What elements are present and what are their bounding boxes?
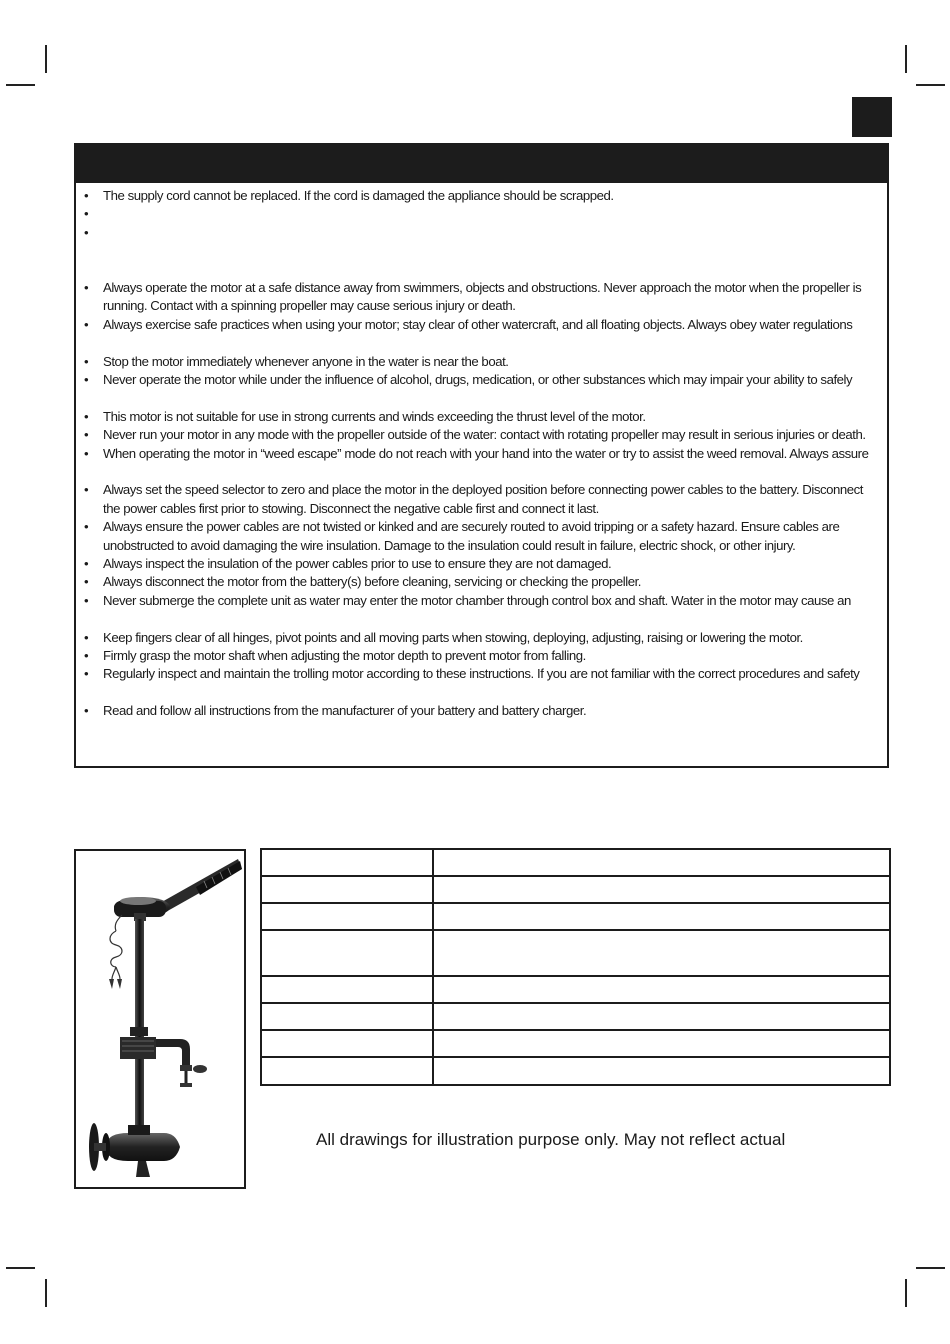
crop-mark-bottom-left-horizontal [6,1267,35,1269]
safety-item [76,187,887,205]
bullet-icon: • [84,353,89,369]
mount-bracket-icon [120,1037,207,1087]
safety-item-text: Always set the speed selector to zero and place the motor in the deployed position before connecting power cables to the battery. Disconnect the power cables first prior to stowing. Disconnect the negative cable first and connect it last. [103,482,863,516]
spec-label-cell [261,876,433,903]
spec-value-cell [433,849,890,876]
spec-label-cell [261,1003,433,1030]
battery-cable-icon [110,915,122,979]
safety-item [76,573,887,591]
bullet-icon: • [84,482,89,498]
safety-item-text: Firmly grasp the motor shaft when adjusting the motor depth to prevent motor from falling. [103,648,586,664]
specification-table [260,848,891,1086]
bullet-icon: • [84,666,89,682]
bullet-icon: • [84,445,89,461]
bullet-icon: • [84,703,89,719]
spec-value-cell [433,876,890,903]
spec-label-cell [261,930,433,976]
spec-label-cell [261,849,433,876]
safety-header-bar [76,145,887,183]
table-row [261,903,890,930]
table-row [261,1057,890,1085]
bullet-icon: • [84,648,89,664]
language-tab-marker [852,97,892,137]
safety-item [76,408,887,426]
motor-lower-unit-icon [102,1125,180,1177]
illustration-disclaimer: All drawings for illustration purpose only. May not reflect actual [316,1130,786,1149]
safety-item [76,647,887,665]
safety-item [76,205,887,223]
bullet-icon: • [84,279,89,295]
safety-item [76,353,887,371]
safety-item [76,279,887,316]
bullet-icon: • [84,372,89,387]
bullet-icon: • [84,592,89,608]
safety-item-text: Always disconnect the motor from the battery(s) before cleaning, servicing or checking the propeller. [103,574,642,590]
table-row [261,876,890,903]
safety-item [76,316,887,334]
crop-mark-top-right-horizontal [916,84,945,86]
bullet-icon: • [84,427,89,443]
crop-mark-top-right-vertical [905,45,907,73]
safety-item [76,629,887,647]
propeller-icon [89,1123,106,1171]
bullet-icon: • [84,629,89,645]
safety-item [76,592,887,610]
control-head-icon [114,897,170,921]
bullet-icon: • [84,206,89,222]
safety-item-text: Always inspect the insulation of the power cables prior to use to ensure they are not damaged. [103,556,612,572]
safety-item-text: Stop the motor immediately whenever anyone in the water is near the boat. [103,353,509,369]
safety-item [76,426,887,444]
trolling-motor-drawing [76,851,244,1187]
safety-item-text: Always operate the motor at a safe distance away from swimmers, objects and obstructions. Never approach the motor when the propeller is running. Contact with a spinning propeller may cause serious injury or death. [103,279,862,314]
table-row [261,930,890,976]
bullet-icon: • [84,408,89,424]
safety-item [76,224,887,242]
bullet-icon: • [84,574,89,590]
safety-item [76,702,887,720]
safety-item-text: The supply cord cannot be replaced. If the cord is damaged the appliance should be scrapped. [103,188,614,203]
bullet-icon: • [84,556,89,572]
battery-clip-icon [109,979,122,989]
safety-item-text: Never run your motor in any mode with the propeller outside of the water: contact with rotating propeller may result in serious injuries or death. [103,427,866,443]
spec-value-cell [433,1030,890,1057]
safety-item [76,481,887,518]
spec-label-cell [261,903,433,930]
safety-item-text: This motor is not suitable for use in strong currents and winds exceeding the thrust level of the motor. [103,408,646,424]
bullet-icon: • [84,188,89,203]
safety-item-text: Always exercise safe practices when using your motor; stay clear of other watercraft, and all floating objects. Always obey water regulations [103,316,853,332]
tiller-handle-icon [160,859,242,913]
safety-item-text: Always ensure the power cables are not twisted or kinked and are securely routed to avoid tripping or a safety hazard. Ensure cables are unobstructed to avoid damaging the wire insulation. Damage to the insulation could result in failure, electric shock, or other injury. [103,519,840,553]
safety-item [76,445,887,463]
safety-item-text: When operating the motor in “weed escape” mode do not reach with your hand into the water or try to assist the weed removal. Always assure [103,445,869,461]
bullet-icon: • [84,224,89,240]
spec-value-cell [433,930,890,976]
crop-mark-top-left-vertical [45,45,47,73]
table-row [261,849,890,876]
bullet-icon: • [84,519,89,535]
crop-mark-top-left-horizontal [6,84,35,86]
spec-value-cell [433,1003,890,1030]
spec-label-cell [261,1057,433,1085]
crop-mark-bottom-left-vertical [45,1279,47,1307]
safety-item [76,371,887,389]
safety-item-text: Never submerge the complete unit as water may enter the motor chamber through control box and shaft. Water in the motor may cause an [103,592,851,608]
bullet-icon: • [84,316,89,332]
safety-item-text: Regularly inspect and maintain the trolling motor according to these instructions. If you are not familiar with the correct procedures and safety [103,666,860,682]
spec-label-cell [261,976,433,1003]
safety-item-text: Never operate the motor while under the influence of alcohol, drugs, medication, or other substances which may impair your ability to safely [103,372,853,387]
safety-item-text: Keep fingers clear of all hinges, pivot points and all moving parts when stowing, deploying, adjusting, raising or lowering the motor. [103,629,803,645]
crop-mark-bottom-right-vertical [905,1279,907,1307]
table-row [261,976,890,1003]
safety-item [76,555,887,573]
depth-collar-icon [130,1027,148,1036]
spec-value-cell [433,976,890,1003]
spec-label-cell [261,1030,433,1057]
trolling-motor-illustration [74,849,246,1189]
safety-warnings-panel [74,143,889,768]
safety-item-text: Read and follow all instructions from the manufacturer of your battery and battery charger. [103,703,587,719]
spec-value-cell [433,1057,890,1085]
spec-value-cell [433,903,890,930]
safety-item [76,665,887,683]
crop-mark-bottom-right-horizontal [916,1267,945,1269]
table-row [261,1003,890,1030]
safety-list [76,187,887,721]
table-row [261,1030,890,1057]
safety-item [76,518,887,555]
